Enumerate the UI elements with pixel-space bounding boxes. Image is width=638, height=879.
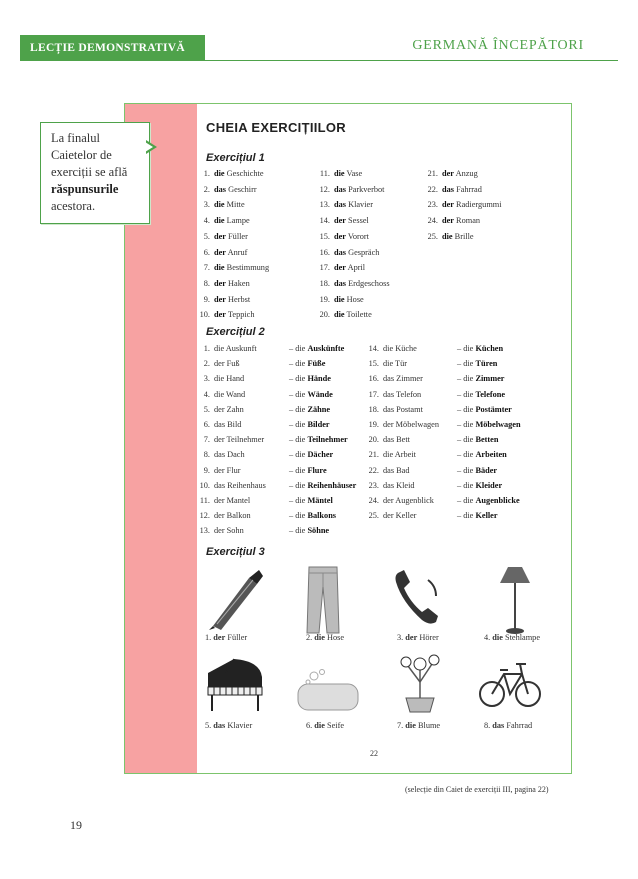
exercise-3-caption: 3. der Hörer [397, 633, 439, 642]
exercise-2-singular: 16. das Zimmer [368, 374, 423, 384]
exercise-1-item: 15. der Vorort [319, 231, 369, 241]
exercise-1-item: 6. der Anruf [203, 247, 248, 257]
exercise-1-item: 7. die Bestimmung [203, 263, 270, 273]
exercise-1-item: 8. der Haken [203, 278, 250, 288]
exercise-2-singular: 1. die Auskunft [203, 344, 257, 353]
page-number: 19 [70, 818, 82, 832]
exercise-2-singular: 4. die Wand [203, 389, 246, 399]
exercise-3-caption: 1. der Füller [205, 633, 248, 642]
exercise-3-caption: 7. die Blume [397, 721, 441, 730]
exercise-1-item: 25. die Brille [427, 231, 474, 241]
exercise-2-plural: – die Telefone [457, 389, 506, 399]
exercise-2-plural: – die Zimmer [457, 374, 505, 384]
exercise-2-singular: 23. das Kleid [368, 480, 415, 490]
exercise-1-item: 18. das Erdgeschoss [319, 278, 390, 288]
exercise-2-plural: – die Bäder [457, 465, 498, 475]
callout-line: acestora. [51, 199, 96, 213]
exercise-2-singular: 5. der Zahn [203, 404, 244, 414]
exercise-2-singular: 13. der Sohn [199, 526, 244, 536]
lesson-banner: LECȚIE DEMONSTRATIVĂ [20, 35, 205, 61]
exercise-2-singular: 15. die Tür [368, 359, 408, 369]
exercise-2-plural: – die Hände [289, 374, 331, 384]
selection-note: (selecție din Caiet de exerciții III, pagina 22) [405, 785, 549, 794]
exercise-3-caption: 6. die Seife [306, 721, 345, 730]
exercise-3-caption: 2. die Hose [306, 633, 345, 642]
exercise-2-singular: 24. der Augenblick [368, 496, 434, 505]
exercise-3-caption: 8. das Fahrrad [484, 721, 533, 730]
exercise-2-plural: – die Betten [457, 435, 499, 445]
exercise-2-singular: 17. das Telefon [368, 389, 422, 399]
soap-icon [296, 668, 360, 712]
exercise-1-item: 16. das Gespräch [319, 247, 380, 257]
exercise-1-item: 2. das Geschirr [203, 184, 257, 194]
exercise-2-plural: – die Postämter [457, 404, 512, 414]
exercise-1-item: 11. die Vase [319, 169, 363, 178]
callout-note [40, 122, 150, 224]
exercise-2-plural: – die Wände [289, 389, 333, 399]
exercise-2-singular: 7. der Teilnehmer [203, 435, 265, 445]
exercise-2-singular: 11. der Mantel [199, 496, 251, 505]
exercise-1-item: 23. der Radiergummi [427, 200, 502, 210]
exercise-1-item: 24. der Roman [427, 216, 481, 226]
header-rule [205, 60, 618, 61]
exercise-2-plural: – die Möbelwagen [457, 420, 521, 429]
flower-pot-icon [396, 652, 444, 714]
exercise-2-plural: – die Füße [289, 359, 326, 369]
exercise-2-singular: 21. die Arbeit [368, 450, 416, 460]
exercise-2-plural: – die Zähne [289, 404, 331, 414]
exercise-1-item: 9. der Herbst [203, 294, 251, 304]
exercise-2-singular: 10. das Reihenhaus [199, 480, 266, 490]
exercise-1-item: 13. das Klavier [319, 200, 373, 210]
exercise-1-item: 19. die Hose [319, 294, 364, 304]
exercise-1-item: 4. die Lampe [203, 216, 250, 226]
exercise-2-plural: – die Bilder [289, 420, 330, 429]
exercise-2-singular: 3. die Hand [203, 374, 245, 384]
exercise-1-item: 17. der April [319, 263, 366, 273]
exercise-1-item: 21. der Anzug [427, 169, 478, 178]
callout-bold: răspunsurile [51, 182, 119, 196]
exercise-2-plural: – die Mäntel [289, 496, 333, 505]
exercise-2-singular: 12. der Balkon [199, 511, 251, 521]
exercise-2-plural: – die Teilnehmer [289, 435, 348, 445]
exercise-2-singular: 8. das Dach [203, 450, 245, 460]
exercise-2-singular: 6. das Bild [203, 420, 242, 429]
exercise-2-singular: 22. das Bad [368, 465, 410, 475]
callout-line: exerciții se află [51, 165, 128, 179]
exercise-2-singular: 18. das Postamt [368, 404, 423, 414]
exercise-2-plural: – die Reihenhäuser [289, 480, 357, 490]
exercise-2-singular: 20. das Bett [368, 435, 410, 445]
exercise-2-singular: 2. der Fuß [203, 359, 240, 369]
exercise-1-title: Exercițiul 1 [206, 152, 265, 164]
exercise-2-plural: – die Dächer [289, 450, 334, 460]
exercise-2-plural: – die Keller [457, 511, 498, 521]
exercise-1-item: 22. das Fahrrad [427, 184, 482, 194]
exercise-2-plural: – die Türen [457, 359, 498, 369]
bicycle-icon [478, 652, 542, 714]
trousers-icon [303, 565, 343, 635]
course-title: GERMANĂ ÎNCEPĂTORI [412, 38, 584, 53]
exercise-1-item: 1. die Geschichte [203, 169, 264, 178]
exercise-2-plural: – die Küchen [457, 344, 504, 353]
floor-lamp-icon [498, 565, 532, 635]
exercise-2-singular: 19. der Möbelwagen [368, 420, 439, 429]
exercise-1-item: 10. der Teppich [199, 310, 255, 320]
exercise-1-item: 12. das Parkverbot [319, 184, 385, 194]
callout-line: La finalul [51, 131, 100, 145]
exercise-2-plural: – die Flure [289, 465, 327, 475]
exercise-3-caption: 4. die Stehlampe [484, 633, 541, 642]
callout-line: Caietelor de [51, 148, 112, 162]
exercise-1-item: 3. die Mitte [203, 200, 245, 210]
piano-icon [204, 655, 266, 713]
exercise-2-plural: – die Arbeiten [457, 450, 507, 460]
inner-page-number: 22 [370, 749, 378, 758]
callout-pointer-inner [145, 142, 153, 152]
telephone-receiver-icon [392, 568, 442, 630]
exercise-2-singular: 9. der Flur [203, 465, 241, 475]
answer-key-title: CHEIA EXERCIȚIILOR [206, 120, 346, 135]
exercise-1-item: 20. die Toilette [319, 310, 372, 320]
exercise-2-plural: – die Balkons [289, 511, 337, 521]
exercise-3-title: Exercițiul 3 [206, 546, 265, 558]
exercise-3-caption: 5. das Klavier [205, 721, 253, 730]
exercise-2-singular: 14. die Küche [368, 344, 417, 353]
exercise-2-plural: – die Auskünfte [289, 344, 345, 353]
exercise-2-title: Exercițiul 2 [206, 326, 265, 338]
exercise-2-singular: 25. der Keller [368, 511, 417, 521]
exercise-2-plural: – die Augenblicke [457, 496, 520, 505]
exercise-1-item: 14. der Sessel [319, 216, 369, 226]
exercise-2-plural: – die Kleider [457, 480, 503, 490]
fountain-pen-icon [205, 568, 265, 632]
exercise-1-item: 5. der Füller [203, 231, 248, 241]
exercise-2-plural: – die Söhne [289, 526, 330, 536]
